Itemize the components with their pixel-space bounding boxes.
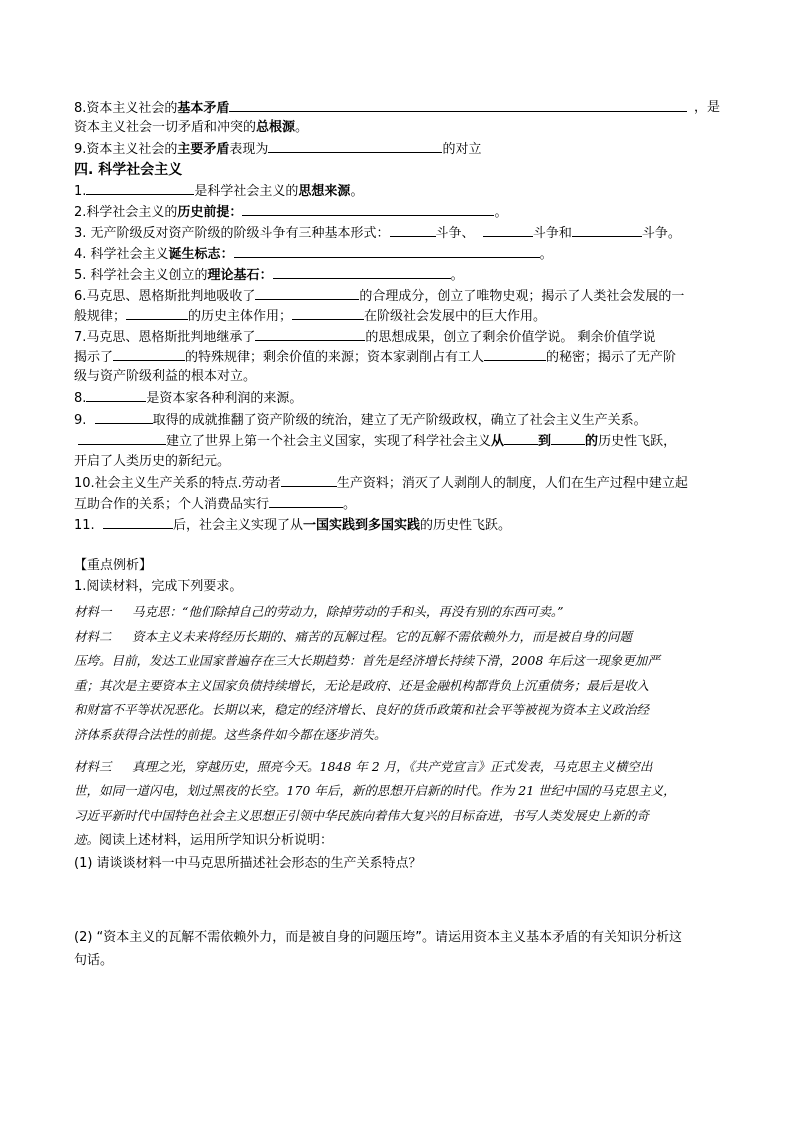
- answer-blank: [229, 98, 687, 112]
- answer-blank: [255, 286, 359, 300]
- material-label: 材料二: [74, 629, 112, 644]
- material-label: 材料三: [74, 759, 112, 774]
- answer-blank: [484, 347, 546, 361]
- keyword: 诞生标志: [168, 247, 221, 262]
- answer-blank: [242, 202, 494, 216]
- answer-blank: [504, 431, 538, 445]
- answer-blank: [268, 139, 442, 153]
- item-10-line1: 10.社会主义生产关系的特点.劳动者 生产资料；消灭了人剥削人的制度，人们在生产过程中建立起: [74, 473, 688, 494]
- keyword: 主要矛盾: [177, 142, 230, 157]
- item-7-line1: 7.马克思、恩格斯批判地继承了 的思想成果，创立了剩余价值学说。 剩余价值学说: [74, 327, 656, 348]
- material-3-line2: 世，如同一道闪电，划过黑夜的长空。170 年后，新的思想开启新的时代。作为 21 世纪中国的马克思主义，: [74, 783, 676, 798]
- item-8-line2: 资本主义社会一切矛盾和冲突的总根源。: [74, 120, 309, 135]
- item-3: 3. 无产阶级反对资产阶级的阶级斗争有三种基本形式： 斗争、 斗争和 斗争。: [74, 223, 681, 244]
- answer-blank: [255, 327, 365, 341]
- question-1: (1) 请谈谈材料一中马克思所描述社会形态的生产关系特点？: [74, 856, 422, 871]
- answer-blank: [126, 306, 188, 320]
- answer-blank: [281, 473, 337, 487]
- item-11: 11. 后，社会主义实现了从一国实践到多国实践的历史性飞跃。: [74, 515, 511, 536]
- keyword: 历史前提: [177, 205, 230, 220]
- item-7-line2: 揭示了 的特殊规律；剩余价值的来源；资本家剥削占有工人 的秘密；揭示了无产阶: [74, 347, 676, 368]
- answer-blank: [95, 410, 153, 424]
- item-8-line1: 8.资本主义社会的基本矛盾 ，是: [74, 100, 720, 116]
- example-task: 1.阅读材料，完成下列要求。: [74, 579, 243, 594]
- answer-blank: [269, 494, 343, 508]
- material-2-line2: 压垮。目前，发达工业国家普遍存在三大长期趋势：首先是经济增长持续下滑，2008 年后这一现象更加严: [74, 653, 660, 668]
- item-5: 5. 科学社会主义创立的理论基石： 。: [74, 265, 464, 286]
- answer-blank: [273, 265, 451, 279]
- material-2-line5: 济体系获得合法性的前提。这些条件如今都在逐步消失。: [74, 727, 387, 742]
- item-1: 1. 是科学社会主义的思想来源。: [74, 181, 363, 202]
- keyword: 理论基石: [207, 268, 260, 283]
- answer-blank: [113, 347, 185, 361]
- material-3-line1: 材料三 真理之光，穿越历史，照亮今天。1848 年 2 月，《共产党宣言》正式发表，马克思主义横空出: [74, 757, 652, 777]
- answer-blank: [572, 223, 642, 237]
- keyword: 总根源: [256, 120, 296, 135]
- item-6-line1: 6.马克思、恩格斯批判地吸收了 的合理成分，创立了唯物史观；揭示了人类社会发展的一: [74, 286, 684, 307]
- material-2-line1: 材料二 资本主义未来将经历长期的、痛苦的瓦解过程。它的瓦解不需依赖外力，而是被自身的问题: [74, 627, 632, 647]
- item-2: 2.科学社会主义的历史前提： 。: [74, 202, 507, 223]
- answer-blank: [86, 181, 194, 195]
- answer-blank: [78, 431, 166, 445]
- item-9b-line3: 开启了人类历史的新纪元。: [74, 454, 231, 469]
- item-number: 8.: [74, 101, 87, 116]
- item-9: 9.资本主义社会的主要矛盾表现为 的对立: [74, 139, 481, 160]
- item-9b-line2: 建立了世界上第一个社会主义国家，实现了科学社会主义从 到 的历史性飞跃，: [78, 431, 676, 452]
- answer-blank: [292, 306, 364, 320]
- question-2-line1: (2) “资本主义的瓦解不需依赖外力，而是被自身的问题压垮”。请运用资本主义基本矛盾的有关知识分析这: [74, 930, 683, 945]
- answer-blank: [390, 223, 436, 237]
- keyword: 思想来源: [298, 184, 351, 199]
- material-2-line4: 和财富不平等状况恶化。长期以来，稳定的经济增长、良好的货币政策和社会平等被视为资本主义政治经: [74, 702, 650, 717]
- material-1: 材料一 马克思：“他们除掉自己的劳动力，除掉劳动的手和头，再没有别的东西可卖。”: [74, 602, 564, 622]
- material-3-line3: 习近平新时代中国特色社会主义思想正引领中华民族向着伟大复兴的目标奋进，书写人类发展史上新的奇: [74, 808, 650, 823]
- item-4: 4. 科学社会主义诞生标志： 。: [74, 244, 553, 265]
- answer-blank: [234, 244, 540, 258]
- material-label: 材料一: [74, 604, 112, 619]
- material-2-line3: 重；其次是主要资本主义国家负债持续增长，无论是政府、还是金融机构都背负上沉重债务；最后是收入: [74, 678, 650, 693]
- item-7-line3: 级与资产阶级利益的根本对立。: [74, 369, 257, 384]
- section-heading: 四. 科学社会主义: [74, 162, 183, 178]
- item-8b: 8. 是资本家各种利润的来源。: [74, 388, 302, 409]
- keyword: 一国实践到多国实践: [302, 518, 420, 533]
- item-10-line2: 互助合作的关系；个人消费品实行 。: [74, 494, 356, 515]
- item-9b-line1: 9. 取得的成就推翻了资产阶级的统治，建立了无产阶级政权，确立了社会主义生产关系。: [74, 410, 647, 431]
- question-2-line2: 句话。: [74, 953, 114, 968]
- item-6-line2: 般规律； 的历史主体作用； 在阶级社会发展中的巨大作用。: [74, 306, 546, 327]
- example-heading: 【重点例析】: [74, 558, 153, 573]
- keyword: 基本矛盾: [177, 101, 230, 116]
- answer-blank: [483, 223, 533, 237]
- answer-blank: [103, 515, 173, 529]
- answer-blank: [551, 431, 585, 445]
- answer-blank: [86, 388, 146, 402]
- material-3-line4: 迹。阅读上述材料，运用所学知识分析说明：: [74, 832, 334, 848]
